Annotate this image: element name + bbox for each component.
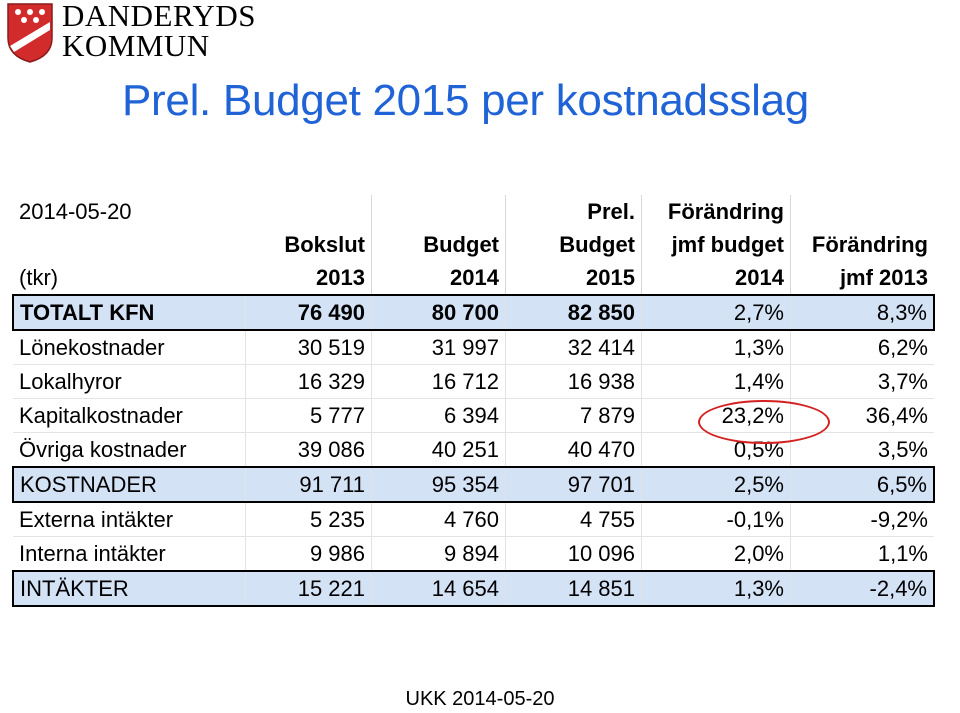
- cell-budget-2014: 16 712: [372, 365, 506, 399]
- table-row-totalt-kfn: [13, 295, 934, 330]
- cell-budget-2014: 14 654: [372, 571, 506, 606]
- cell-budget-2015: 82 850: [506, 295, 642, 330]
- table-row-externa-intakter: [13, 502, 934, 537]
- row-label: INTÄKTER: [13, 571, 246, 606]
- cell-budget-2015: 4 755: [506, 502, 642, 537]
- cell-change-2013: 6,2%: [791, 330, 935, 365]
- coat-of-arms-icon: [6, 2, 54, 64]
- table-header: [13, 195, 934, 295]
- header-col5-l3: jmf 2013: [791, 261, 935, 295]
- header-col3-l3: 2015: [506, 261, 642, 295]
- row-label: Kapitalkostnader: [13, 399, 246, 433]
- cell-change-2013: 8,3%: [791, 295, 935, 330]
- cell-change-2014: 23,2%: [642, 399, 791, 433]
- header-col4-l3: 2014: [642, 261, 791, 295]
- cell-budget-2015: 7 879: [506, 399, 642, 433]
- cell-change-2014: 2,5%: [642, 467, 791, 502]
- table-row-lokalhyror: [13, 365, 934, 399]
- cell-budget-2015: 32 414: [506, 330, 642, 365]
- cell-budget-2014: 6 394: [372, 399, 506, 433]
- cell-bokslut-2013: 5 235: [246, 502, 372, 537]
- table-row-interna-intakter: [13, 537, 934, 572]
- cell-budget-2015: 40 470: [506, 433, 642, 468]
- cell-change-2014: 1,3%: [642, 571, 791, 606]
- cell-change-2014: 2,7%: [642, 295, 791, 330]
- header-col2-l2: Budget: [372, 228, 506, 261]
- logo: [0, 0, 300, 70]
- cell-budget-2015: 10 096: [506, 537, 642, 572]
- header-col2-l1: [372, 195, 506, 228]
- header-col1-l1: [246, 195, 372, 228]
- table-body: [13, 295, 934, 606]
- header-col4-l2: jmf budget: [642, 228, 791, 261]
- cell-bokslut-2013: 76 490: [246, 295, 372, 330]
- header-unit: (tkr): [13, 261, 246, 295]
- cell-budget-2014: 31 997: [372, 330, 506, 365]
- cell-bokslut-2013: 9 986: [246, 537, 372, 572]
- cell-change-2014: 1,3%: [642, 330, 791, 365]
- cell-budget-2014: 95 354: [372, 467, 506, 502]
- cell-change-2013: 3,7%: [791, 365, 935, 399]
- row-label: Externa intäkter: [13, 502, 246, 537]
- cell-budget-2014: 80 700: [372, 295, 506, 330]
- header-col4-l1: Förändring: [642, 195, 791, 228]
- cell-change-2014: 0,5%: [642, 433, 791, 468]
- cell-bokslut-2013: 30 519: [246, 330, 372, 365]
- page-title: Prel. Budget 2015 per kostnadsslag: [122, 76, 809, 125]
- cell-change-2013: -2,4%: [791, 571, 935, 606]
- cell-budget-2015: 16 938: [506, 365, 642, 399]
- cell-change-2013: 6,5%: [791, 467, 935, 502]
- cell-bokslut-2013: 16 329: [246, 365, 372, 399]
- cell-budget-2015: 97 701: [506, 467, 642, 502]
- budget-table: [12, 195, 935, 607]
- header-col5-l2: Förändring: [791, 228, 935, 261]
- row-label: KOSTNADER: [13, 467, 246, 502]
- row-label: Lokalhyror: [13, 365, 246, 399]
- cell-change-2013: 3,5%: [791, 433, 935, 468]
- cell-budget-2015: 14 851: [506, 571, 642, 606]
- cell-change-2014: 2,0%: [642, 537, 791, 572]
- cell-change-2014: -0,1%: [642, 502, 791, 537]
- header-col3-l2: Budget: [506, 228, 642, 261]
- cell-bokslut-2013: 5 777: [246, 399, 372, 433]
- cell-bokslut-2013: 91 711: [246, 467, 372, 502]
- table-row-kostnader: [13, 467, 934, 502]
- row-label: Övriga kostnader: [13, 433, 246, 468]
- brand-line-2: KOMMUN: [62, 28, 210, 63]
- cell-change-2013: 1,1%: [791, 537, 935, 572]
- header-col1-l2: Bokslut: [284, 231, 365, 257]
- header-date: 2014-05-20: [19, 198, 132, 224]
- brand-line-1: DANDERYDS: [62, 0, 256, 33]
- table-row-lonekostnader: [13, 330, 934, 365]
- cell-bokslut-2013: 15 221: [246, 571, 372, 606]
- table-row-intakter: [13, 571, 934, 606]
- header-col3-l1: Prel.: [506, 195, 642, 228]
- header-col2-l3: 2014: [372, 261, 506, 295]
- footer: UKK 2014-05-20: [405, 688, 555, 710]
- cell-change-2014: 1,4%: [642, 365, 791, 399]
- row-label: Lönekostnader: [13, 330, 246, 365]
- cell-budget-2014: 4 760: [372, 502, 506, 537]
- cell-change-2013: -9,2%: [791, 502, 935, 537]
- cell-budget-2014: 9 894: [372, 537, 506, 572]
- row-label: Interna intäkter: [13, 537, 246, 572]
- cell-budget-2014: 40 251: [372, 433, 506, 468]
- header-col1-l3: 2013: [246, 261, 372, 295]
- row-label: TOTALT KFN: [13, 295, 246, 330]
- cell-bokslut-2013: 39 086: [246, 433, 372, 468]
- highlight-circle: [698, 400, 830, 444]
- header-col5-l1: [791, 195, 935, 228]
- cell-change-2013: 36,4%: [791, 399, 935, 433]
